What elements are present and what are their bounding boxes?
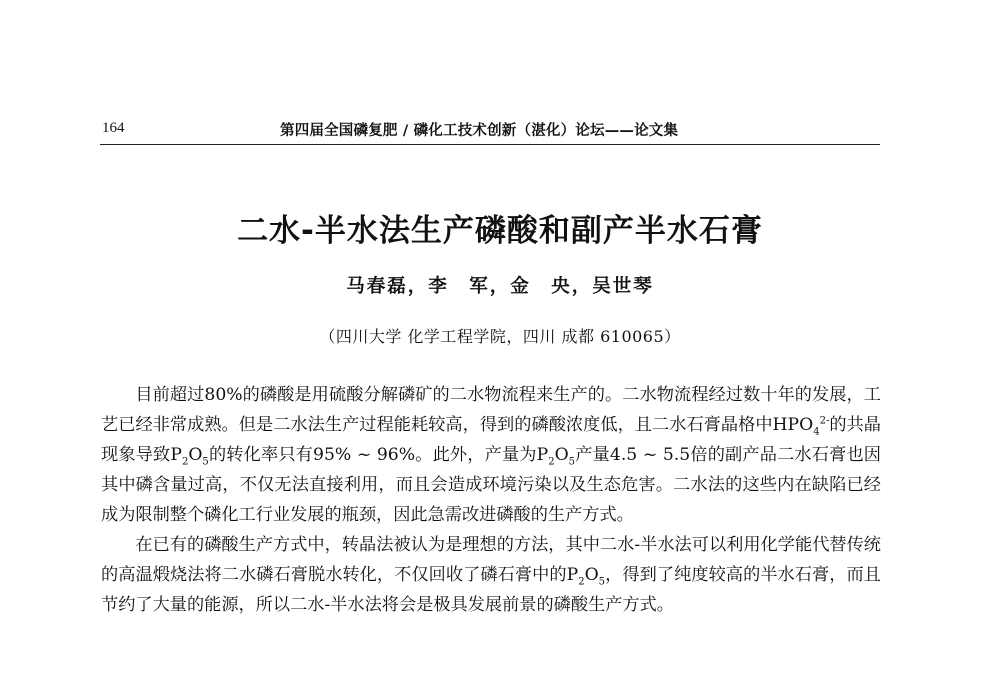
paper-title: 二水-半水法生产磷酸和副产半水石膏 [237,213,763,249]
paragraph-2: 在已有的磷酸生产方式中，转晶法被认为是理想的方法，其中二水-半水法可以利用化学能代替传统的高温煅烧法将二水磷石膏脱水转化，不仅回收了磷石膏中的$P_2O_5$，得到了纯度较高的半水石膏，而且节约了大量的能源，所以二水-半水法将会是极具发展前景的磷酸生产方式。 [101,535,881,615]
running-header [100,118,880,145]
author-affiliation: （四川大学 化学工程学院，四川 成都 610065） [319,327,681,346]
paragraph-1: 目前超过80%的磷酸是用硫酸分解磷矿的二水物流程来生产的。二水物流程经过数十年的发展，工艺已经非常成熟。但是二水法生产过程能耗较高，得到的磷酸浓度低，且二水石膏晶格中$HPO_4^{2-}$的共晶现象导致$P_2O_5$的转化率只有95% ~ 96%。此外，产量为$P_2O_5$产量4.5 ~ 5.5倍的副产品二水石膏也因其中磷含量过高，不仅无法直接利用，而且会造成环境污染以及生态危害。二水法的这些内在缺陷已经成为限制整个磷化工行业发展的瓶颈，因此急需改进磷酸的生产方式。 [101,385,881,525]
author-list: 马春磊，李 军，金 央，吴世琴 [346,276,654,297]
page-number: 164 [102,120,125,136]
body-text [101,380,881,620]
running-head-title: 第四届全国磷复肥 / 磷化工技术创新（湛化）论坛——论文集 [280,123,679,139]
